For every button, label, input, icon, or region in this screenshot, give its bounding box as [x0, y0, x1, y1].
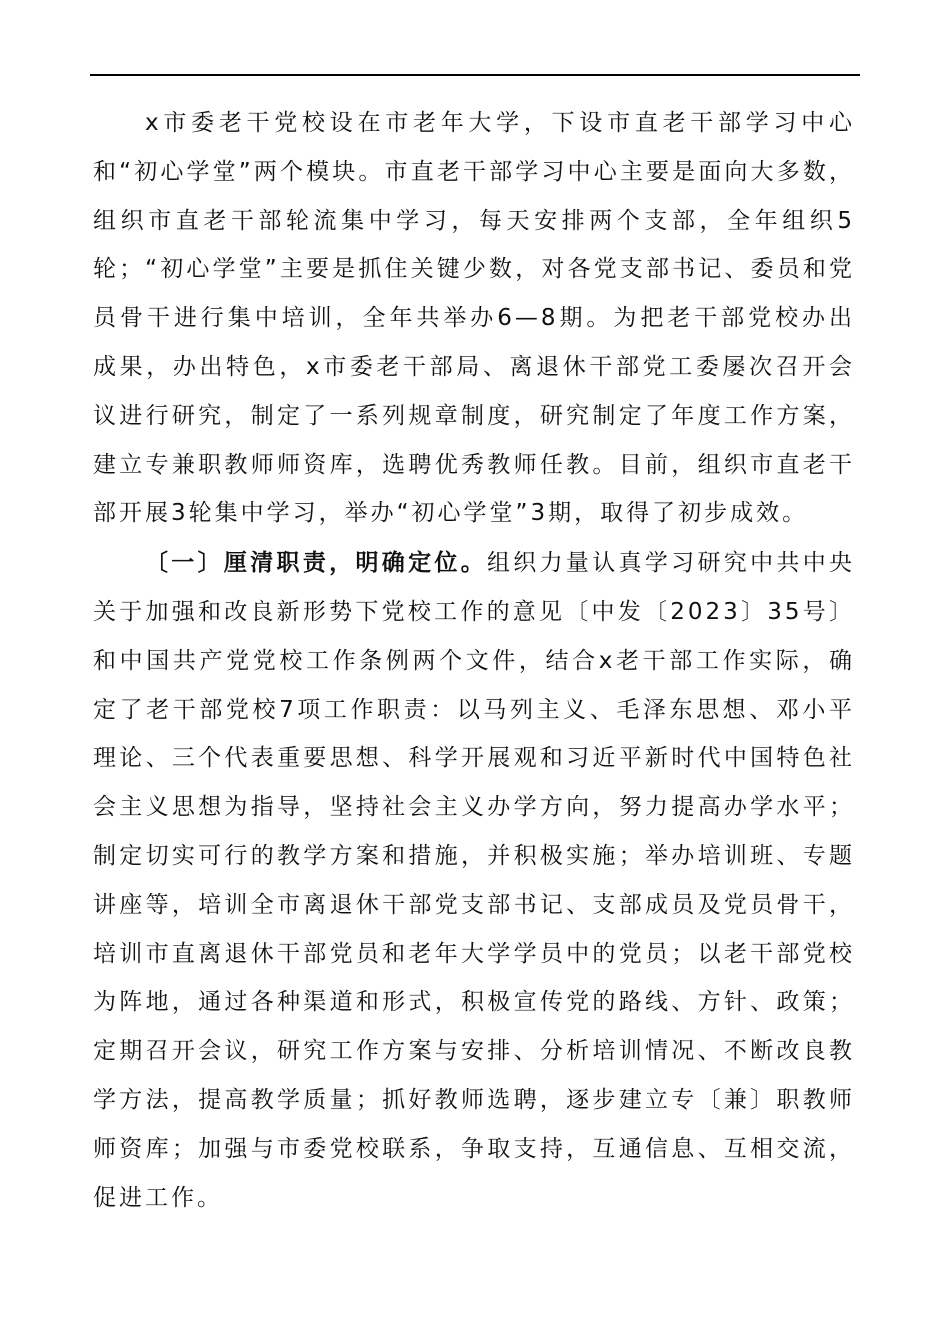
document-body	[93, 99, 855, 1222]
paragraph-section-1-text: 组织力量认真学习研究中共中央关于加强和改良新形势下党校工作的意见〔中发〔2023〕35号〕和中国共产党党校工作条例两个文件，结合x老干部工作实际，确定了老干部党校7项工作职责：以马列主义、毛泽东思想、邓小平理论、三个代表重要思想、科学开展观和习近平新时代中国特色社会主义思想为指导，坚持社会主义办学方向，努力提高办学水平；制定切实可行的教学方案和措施，并积极实施；举办培训班、专题讲座等，培训全市离退休干部党支部书记、支部成员及党员骨干，培训市直离退休干部党员和老年大学学员中的党员；以老干部党校为阵地，通过各种渠道和形式，积极宣传党的路线、方针、政策；定期召开会议，研究工作方案与安排、分析培训情况、不断改良教学方法，提高教学质量；抓好教师选聘，逐步建立专〔兼〕职教师师资库；加强与市委党校联系，争取支持，互通信息、互相交流，促进工作。	[93, 550, 856, 1211]
section-heading-1: 〔一〕厘清职责，明确定位。	[145, 550, 487, 577]
paragraph-section-1	[93, 539, 855, 1222]
paragraph-intro-text: x市委老干党校设在市老年大学，下设市直老干部学习中心和“初心学堂”两个模块。市直老干部学习中心主要是面向大多数，组织市直老干部轮流集中学习，每天安排两个支部，全年组织5轮；“初心学堂”主要是抓住关键少数，对各党支部书记、委员和党员骨干进行集中培训，全年共举办6—8期。为把老干部党校办出成果，办出特色，x市委老干部局、离退休干部党工委屡次召开会议进行研究，制定了一系列规章制度，研究制定了年度工作方案，建立专兼职教师师资库，选聘优秀教师任教。目前，组织市直老干部开展3轮集中学习，举办“初心学堂”3期，取得了初步成效。	[93, 110, 855, 527]
paragraph-intro	[93, 99, 855, 538]
header-rule	[90, 74, 860, 76]
